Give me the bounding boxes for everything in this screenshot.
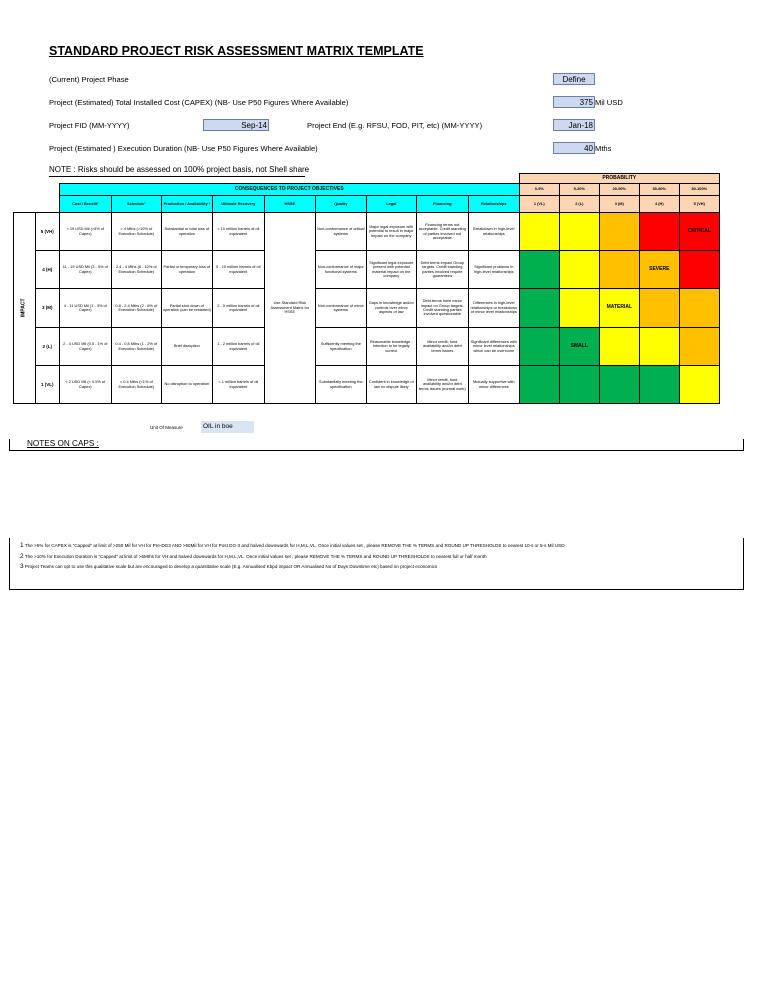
- heat-cell: [639, 213, 679, 251]
- footnote: 1 The >5% for CAPEX is "Capped" at limit of >250 Mil for VH for Pre-DG3 AND >50Mil for VH for Post DG-3 and halved downwards for H,M,L,VL. Once initial values set , please REMOVE THE % TERMS and ROUND UP THRESHOLDS to nearest 10-s or 5-s Mil USD: [20, 542, 565, 549]
- consequences-header: CONSEQUENCES TO PROJECT OBJECTIVES: [59, 184, 519, 196]
- heat-cell: [679, 366, 719, 404]
- production-cell: Partial or temporary loss of operation: [161, 251, 212, 289]
- assessment-note: NOTE : Risks should be assessed on 100% project basis, not Shell share: [49, 165, 310, 174]
- recovery-cell: < 1 million barrels of oil equivalent: [212, 366, 264, 404]
- divider: [743, 439, 744, 450]
- legal-cell: Confident in knowledge of law no dispute likely: [366, 366, 416, 404]
- capex-unit: Mil USD: [595, 98, 623, 107]
- unit-of-measure-label: Unit Of Measure: [150, 425, 183, 430]
- project-end-value[interactable]: Jan-18: [553, 119, 595, 131]
- column-header: HSSE: [264, 196, 315, 213]
- capex-label: Project (Estimated) Total Installed Cost (CAPEX) (NB- Use P50 Figures Where Available): [49, 98, 349, 107]
- column-header: Ultimate Recovery: [212, 196, 264, 213]
- divider: [9, 450, 744, 451]
- relationships-cell: Significant problems in high-level relationships: [468, 251, 519, 289]
- heat-cell: [559, 289, 599, 328]
- heat-cell: [599, 328, 639, 366]
- column-header: Schedule²: [111, 196, 161, 213]
- probability-header: PROBABILITY: [519, 174, 719, 184]
- heat-cell: [519, 251, 559, 289]
- heat-cell: [639, 328, 679, 366]
- spacer-cell: [14, 174, 520, 184]
- financing-cell: Minor credit, fund availability and/or debt terms issues: [416, 328, 468, 366]
- unit-of-measure-value[interactable]: OIL in boe: [201, 421, 254, 433]
- schedule-cell: > 4 Mths (>10% of Execution Schedule): [111, 213, 161, 251]
- impact-level: 4 (H): [35, 251, 59, 289]
- spacer-cell: [14, 196, 60, 213]
- heat-cell: [559, 366, 599, 404]
- prob-range: 20-50%: [599, 184, 639, 196]
- financing-cell: Debt terms impact Group targets. Credit standing parties involved require guarantees: [416, 251, 468, 289]
- recovery-cell: 1 - 2 million barrels of oil equivalent: [212, 328, 264, 366]
- prob-level: 3 (M): [599, 196, 639, 213]
- quality-cell: Non-conformance of minor systems: [315, 289, 366, 328]
- recovery-cell: 2 - 5 million barrels of oil equivalent: [212, 289, 264, 328]
- fid-label: Project FID (MM-YYYY): [49, 121, 130, 130]
- financing-cell: Debt terms have minor impact on Group targets. Credit standing parties involved questionable: [416, 289, 468, 328]
- heat-cell: [519, 289, 559, 328]
- prob-range: 50-80%: [639, 184, 679, 196]
- duration-unit: Mths: [595, 144, 612, 153]
- relationships-cell: Mutually supportive with minor differences: [468, 366, 519, 404]
- cost-cell: < 2 USD Mil (< 0.5% of Capex): [59, 366, 111, 404]
- schedule-cell: 0.4 - 0.8 Mths (1 - 2% of Execution Schedule): [111, 328, 161, 366]
- phase-label: (Current) Project Phase: [49, 75, 129, 84]
- quality-cell: Substantially meeting the specification: [315, 366, 366, 404]
- risk-matrix: [13, 173, 720, 404]
- fid-value[interactable]: Sep-14: [203, 119, 269, 131]
- quality-cell: Sufficiently meeting the specification: [315, 328, 366, 366]
- footnote: 3 Project Teams can opt to use this qualitative scale but are encouraged to develop a quantitative scale (E.g. Annualised Kbpd impact OR Annualised No of Days Downtime etc) based on project economics: [20, 563, 438, 570]
- impact-level: 1 (VL): [35, 366, 59, 404]
- legal-cell: Significant legal exposure present with potential material impact on the company: [366, 251, 416, 289]
- legal-cell: Gaps in knowledge and/or controls over minor aspects of law: [366, 289, 416, 328]
- critical-zone-label: CRITICAL: [679, 213, 719, 251]
- duration-value[interactable]: 40: [553, 142, 595, 154]
- column-header: Cost / Benefit¹: [59, 196, 111, 213]
- schedule-cell: < 0.4 Mths (<1% of Execution Schedule): [111, 366, 161, 404]
- divider: [9, 439, 10, 450]
- heat-cell: [679, 328, 719, 366]
- recovery-cell: 5 - 10 million barrels of oil equivalent: [212, 251, 264, 289]
- capex-value[interactable]: 375: [553, 96, 595, 108]
- recovery-cell: > 10 million barrels of oil equivalent: [212, 213, 264, 251]
- heat-cell: [519, 213, 559, 251]
- relationships-cell: Differences in high-level relationships or breakdown of minor level relationships: [468, 289, 519, 328]
- page-title: STANDARD PROJECT RISK ASSESSMENT MATRIX TEMPLATE: [49, 44, 424, 58]
- prob-range: 5-20%: [559, 184, 599, 196]
- relationships-cell: Significant differences with minor level relationships which can be overcome: [468, 328, 519, 366]
- column-header: Production / Availability ³: [161, 196, 212, 213]
- impact-axis-label: IMPACT: [14, 213, 36, 404]
- heat-cell: [639, 289, 679, 328]
- heat-cell: [599, 251, 639, 289]
- relationships-cell: Breakdown in high-level relationships: [468, 213, 519, 251]
- prob-level: 5 (VH): [679, 196, 719, 213]
- cost-cell: 4 - 11 USD Mil (1 - 3% of Capex): [59, 289, 111, 328]
- spacer-cell: [14, 184, 60, 196]
- notes-on-caps-title: NOTES ON CAPS :: [27, 439, 99, 448]
- material-zone-label: MATERIAL: [599, 289, 639, 328]
- impact-level: 5 (VH): [35, 213, 59, 251]
- heat-cell: [599, 366, 639, 404]
- production-cell: Substantial or total loss of operation: [161, 213, 212, 251]
- divider: [9, 538, 10, 590]
- production-cell: Brief disruption: [161, 328, 212, 366]
- heat-cell: [679, 289, 719, 328]
- small-zone-label: SMALL: [559, 328, 599, 366]
- financing-cell: Financing terms not acceptable. Credit standing of parties involved not acceptable: [416, 213, 468, 251]
- heat-cell: [559, 213, 599, 251]
- heat-cell: [559, 251, 599, 289]
- quality-cell: Non-conformance of major functional systems: [315, 251, 366, 289]
- hsse-cell: Use Standard Risk Assessment Matrix for HSSE: [264, 213, 315, 404]
- cost-cell: 2 - 4 USD Mil (0.5 - 1% of Capex): [59, 328, 111, 366]
- heat-cell: [599, 213, 639, 251]
- footnote: 2 The >10% for Execution Duration is "Capped" at limit of >6Mths for VH and halved downwards for H,M,L,VL. Once initial values set , please REMOVE THE % TERMS and ROUND UP THRESHOLDS to nearest full or half month: [20, 553, 487, 560]
- heat-cell: [639, 366, 679, 404]
- legal-cell: Reasonable knowledge - intention to be legally correct: [366, 328, 416, 366]
- prob-range: 80-100%: [679, 184, 719, 196]
- prob-level: 4 (H): [639, 196, 679, 213]
- legal-cell: Major legal exposure with potential to result in major impact on the company: [366, 213, 416, 251]
- severe-zone-label: SEVERE: [639, 251, 679, 289]
- quality-cell: Non-conformance of critical systems: [315, 213, 366, 251]
- impact-level: 3 (M): [35, 289, 59, 328]
- divider: [743, 538, 744, 590]
- phase-value[interactable]: Define: [553, 73, 595, 85]
- column-header: Relationships: [468, 196, 519, 213]
- heat-cell: [679, 251, 719, 289]
- production-cell: No disruption to operation: [161, 366, 212, 404]
- cost-cell: 11 - 19 USD Mil (3 - 5% of Capex): [59, 251, 111, 289]
- divider: [9, 589, 744, 590]
- project-end-label: Project End (E.g. RFSU, FOD, PIT, etc) (MM-YYYY): [307, 121, 483, 130]
- column-header: Quality: [315, 196, 366, 213]
- prob-level: 1 (VL): [519, 196, 559, 213]
- heat-cell: [519, 366, 559, 404]
- column-header: Legal: [366, 196, 416, 213]
- duration-label: Project (Estimated ) Execution Duration (NB- Use P50 Figures Where Available): [49, 144, 318, 153]
- prob-level: 2 (L): [559, 196, 599, 213]
- prob-range: 0-5%: [519, 184, 559, 196]
- impact-level: 2 (L): [35, 328, 59, 366]
- column-header: Financing: [416, 196, 468, 213]
- financing-cell: Minor credit, fund availability and/or debt terms issues (normal work): [416, 366, 468, 404]
- production-cell: Partial shut down of operation (can be restarted): [161, 289, 212, 328]
- schedule-cell: 0.8 - 2.4 Mths (2 - 6% of Execution Schedule): [111, 289, 161, 328]
- heat-cell: [519, 328, 559, 366]
- cost-cell: > 19 USD Mil (>5% of Capex): [59, 213, 111, 251]
- schedule-cell: 2.4 - 4 Mths (6 - 10% of Execution Schedule): [111, 251, 161, 289]
